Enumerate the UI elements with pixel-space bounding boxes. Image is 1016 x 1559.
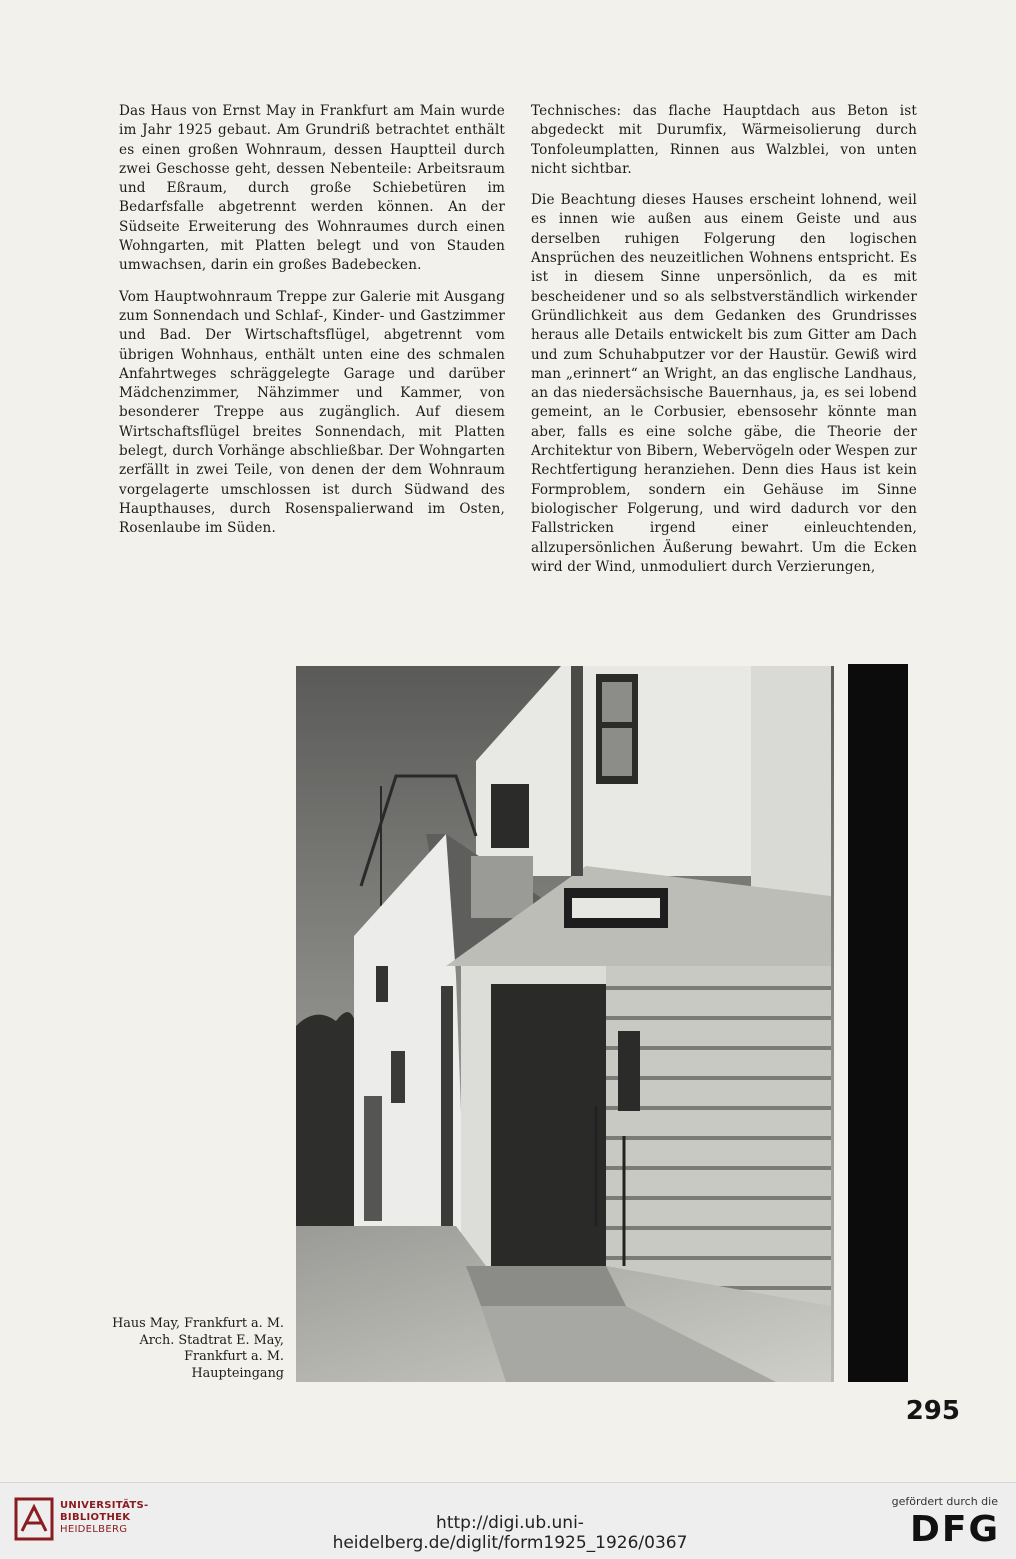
dfg-logo: DFG [909, 1509, 1000, 1550]
source-url-link[interactable]: http://digi.ub.uni-heidelberg.de/diglit/form1925_1926/0367 [332, 1513, 688, 1553]
library-name-line: BIBLIOTHEK [60, 1512, 131, 1523]
university-library-logo-icon [12, 1495, 56, 1543]
paragraph: Vom Hauptwohnraum Treppe zur Galerie mit Ausgang zum Sonnendach und Schlaf-, Kinder- und Gastzimmer und Bad. Der Wirtschaftsflügel, abgetrennt vom übrigen Wohnhaus, enthält unten eine des schmalen Anfahrtweges schräggelegte Garage und darüber Mädchenzimmer, Nähzimmer und Kammer, von besonderer Treppe aus zugänglich. Auf diesem Wirtschaftsflügel breites Sonnendach, mit Platten belegt, durch Vorhänge abschließbar. Der Wohngarten zerfällt in zwei Teile, von denen der dem Wohnraum vorgelagerte umschlossen ist durch Südwand des Haupthauses, durch Rosenspalierwand im Osten, Rosenlaube im Süden. [119, 288, 505, 537]
caption-line: Haupteingang [191, 1365, 284, 1381]
caption-line: Haus May, Frankfurt a. M. [112, 1316, 284, 1331]
paragraph: Technisches: das flache Hauptdach aus Beton ist abgedeckt mit Durumfix, Wärmeisolierung durch Tonfoleumplatten, Rinnen aus Walzblei, von unten nicht sichtbar. [531, 103, 917, 177]
text-column-right [531, 102, 917, 577]
house-photo [296, 666, 834, 1382]
photo-caption [96, 1316, 284, 1382]
digitization-footer [0, 1482, 1016, 1559]
caption-line: Frankfurt a. M. [184, 1349, 284, 1365]
caption-line: Arch. Stadtrat E. May, [139, 1332, 284, 1348]
paragraph: Das Haus von Ernst May in Frankfurt am Main wurde im Jahr 1925 gebaut. Am Grundriß betrachtet enthält es einen großen Wohnraum, dessen Hauptteil durch zwei Geschosse geht, dessen Nebenteile: Arbeitsraum und Eßraum, durch große Schiebetüren im Bedarfsfalle abgetrennt werden können. An der Südseite Erweiterung des Wohnraumes durch einen Wohngarten, mit Platten belegt und von Stauden umwachsen, darin ein großes Badebecken. [119, 103, 505, 274]
black-vertical-bar [848, 664, 908, 1382]
text-column-left [119, 102, 505, 539]
house-entrance-illustration [296, 666, 834, 1382]
funding-label: gefördert durch die [891, 1495, 998, 1508]
page-number: 295 [905, 1396, 960, 1426]
paragraph: Die Beachtung dieses Hauses erscheint lohnend, weil es innen wie außen aus einem Geiste und aus derselben ruhigen Folgerung den logischen Ansprüchen des neuzeitlichen Wohnens entspricht. Es ist in diesem Sinne unpersönlich, da es mit bescheidener und so als selbstverständlich wirkender Gründlichkeit aus dem Gedanken des Grundrisses heraus alle Details entwickelt bis zum Gitter am Dach und zum Schuhabputzer vor der Haustür. Gewiß wird man „erinnert“ an Wright, an das englische Landhaus, an das niedersächsische Bauernhaus, ja, es sei lobend gemeint, an le Corbusier, ebensosehr könnte man aber, falls es eine solche gäbe, die Theorie der Architektur von Bibern, Webervögeln oder Wespen zur Rechtfertigung heranziehen. Denn dies Haus ist kein Formproblem, sondern ein Gehäuse im Sinne biologischer Folgerung, und wird dadurch vor den Fallstricken irgend einer einleuchtenden, allzupersönlichen Äußerung bewahrt. Um die Ecken wird der Wind, unmoduliert durch Verzierungen, [531, 192, 917, 575]
library-name-line: HEIDELBERG [60, 1524, 128, 1535]
library-name [60, 1500, 149, 1536]
library-name-line: UNIVERSITÄTS- [60, 1500, 149, 1511]
